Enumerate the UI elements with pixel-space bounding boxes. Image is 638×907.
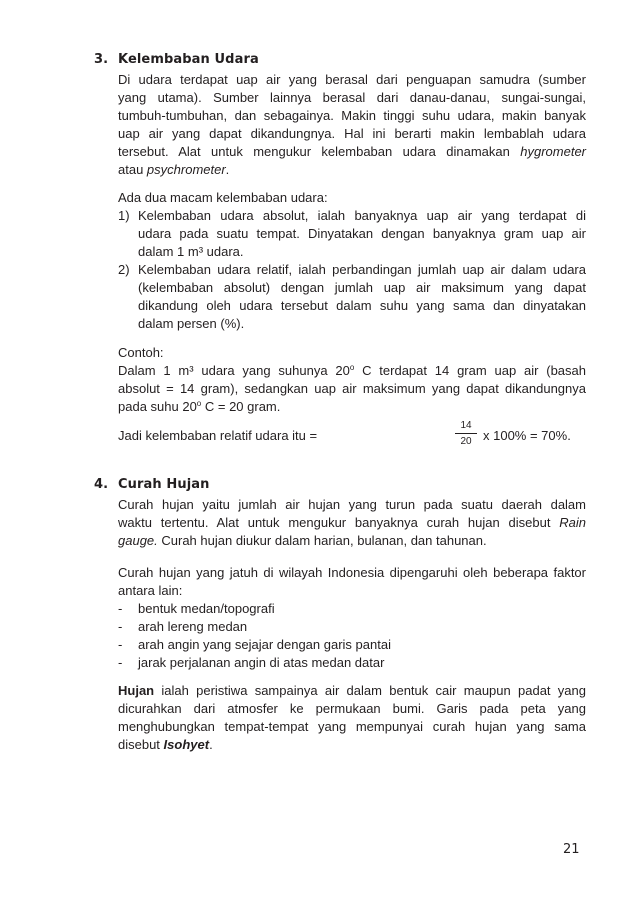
- text-span: atau: [118, 162, 147, 177]
- list-marker: -: [118, 619, 123, 634]
- text-line: Di udara terdapat uap air yang berasal dari penguapan samudra (sumber: [118, 72, 586, 87]
- term-gauge: gauge.: [118, 533, 158, 548]
- list-item-text: bentuk medan/topografi: [138, 601, 275, 616]
- text-span: tersebut. Alat untuk mengukur kelembaban udara dinamakan: [118, 144, 521, 159]
- text-line: dalam persen (%).: [138, 316, 245, 331]
- text-line: Kelembaban udara absolut, ialah banyaknya uap air yang terdapat di: [138, 208, 586, 223]
- page-number: 21: [563, 842, 580, 857]
- term-psychrometer: psychrometer: [146, 162, 226, 177]
- term-hygrometer: hygrometer: [520, 144, 586, 159]
- text-line: antara lain:: [118, 583, 183, 598]
- list-marker: -: [118, 601, 123, 616]
- text-line: udara pada suatu tempat. Dinyatakan dengan banyaknya gram uap air: [138, 226, 586, 241]
- list-item-text: arah lereng medan: [138, 619, 248, 634]
- section-title: Curah Hujan: [118, 477, 210, 492]
- paragraph-types-intro: [118, 189, 586, 207]
- example-label: Contoh:: [118, 345, 164, 360]
- text-line: [118, 736, 586, 754]
- text-line: absolut = 14 gram), sedangkan uap air maksimum yang dapat dikandungnya: [118, 381, 586, 396]
- list-item: [118, 618, 586, 636]
- text-line: uap air yang dapat dikandungnya. Hal ini berarti makin lembablah udara: [118, 126, 586, 141]
- section-number: 3.: [94, 52, 109, 67]
- text-line: [118, 532, 586, 550]
- list-item-text: arah angin yang sejajar dengan garis pantai: [138, 637, 391, 652]
- humidity-types-list: [118, 207, 586, 333]
- fraction: [455, 420, 477, 448]
- text-line: Kelembaban udara relatif, ialah perbandingan jumlah uap air dalam udara: [138, 262, 586, 277]
- text-line: dalam 1 m³ udara.: [138, 244, 244, 259]
- list-item: [118, 600, 586, 618]
- text-span: Dalam 1 m³ udara yang suhunya 20: [118, 363, 350, 378]
- text-line: [118, 682, 586, 700]
- factors-list: [118, 600, 586, 672]
- fraction-denominator: 20: [460, 436, 472, 447]
- calculation-label: Jadi kelembaban relatif udara itu =: [118, 428, 318, 443]
- text-line: [118, 143, 586, 161]
- text-line: Curah hujan yang jatuh di wilayah Indonesia dipengaruhi oleh beberapa faktor: [118, 565, 586, 580]
- text-span: .: [209, 737, 213, 752]
- calculation-row: [118, 420, 586, 450]
- term-hujan: Hujan: [118, 683, 155, 698]
- list-item: [118, 261, 586, 333]
- calculation-result: x 100% = 70%.: [483, 428, 571, 443]
- text-line: [118, 398, 586, 416]
- fraction-bar: [455, 433, 477, 434]
- text-span: C = 20 gram.: [201, 399, 281, 414]
- text-line: [118, 514, 586, 532]
- term-isohyet: Isohyet: [163, 737, 210, 752]
- text-line: [118, 161, 586, 179]
- text-line: menghubungkan tempat-tempat yang mempunyai curah hujan yang sama: [118, 719, 586, 734]
- text-line: [118, 362, 586, 380]
- text-span: C terdapat 14 gram uap air (basah: [354, 363, 586, 378]
- text-line: dikandung oleh udara tersebut dalam suhu yang sama dan dinyatakan: [138, 298, 586, 313]
- degree-mark: o: [196, 399, 202, 408]
- section-heading: [94, 477, 209, 492]
- list-item: [118, 207, 586, 261]
- text-line: Ada dua macam kelembaban udara:: [118, 190, 328, 205]
- text-line: yang utama). Sumber lainnya berasal dari danau-danau, sungai-sungai,: [118, 90, 586, 105]
- list-marker: -: [118, 637, 123, 652]
- text-span: Curah hujan diukur dalam harian, bulanan, dan tahunan.: [157, 533, 487, 548]
- paragraph-example: [118, 344, 586, 416]
- section-heading: [94, 52, 259, 67]
- section-number: 4.: [94, 477, 109, 492]
- paragraph-rain-definition: [118, 682, 586, 754]
- section-title: Kelembaban Udara: [118, 52, 259, 67]
- list-marker: 2): [118, 262, 130, 277]
- text-span: .: [225, 162, 230, 177]
- list-item: [118, 654, 586, 672]
- fraction-numerator: 14: [460, 420, 472, 431]
- paragraph-factors-intro: [118, 564, 586, 600]
- text-span: pada suhu 20: [118, 399, 197, 414]
- text-span: waktu tertentu. Alat untuk mengukur banyaknya curah hujan disebut: [118, 515, 560, 530]
- paragraph-humidity-intro: [118, 71, 586, 179]
- text-line: (kelembaban absolut) dengan jumlah uap air maksimum yang dapat: [138, 280, 586, 295]
- degree-mark: o: [349, 363, 355, 372]
- text-span: ialah peristiwa sampainya air dalam bentuk cair maupun padat yang: [154, 683, 586, 698]
- text-line: tumbuh-tumbuhan, dan sebagainya. Makin tinggi suhu udara, makin banyak: [118, 108, 586, 123]
- list-item: [118, 636, 586, 654]
- text-line: dicurahkan dari atmosfer ke permukaan bumi. Garis pada peta yang: [118, 701, 586, 716]
- term-rain: Rain: [559, 515, 586, 530]
- list-marker: -: [118, 655, 123, 670]
- text-span: disebut: [118, 737, 164, 752]
- list-marker: 1): [118, 208, 130, 223]
- paragraph-rainfall-def: [118, 496, 586, 550]
- list-item-text: jarak perjalanan angin di atas medan datar: [138, 655, 385, 670]
- text-line: Curah hujan yaitu jumlah air hujan yang turun pada suatu daerah dalam: [118, 497, 586, 512]
